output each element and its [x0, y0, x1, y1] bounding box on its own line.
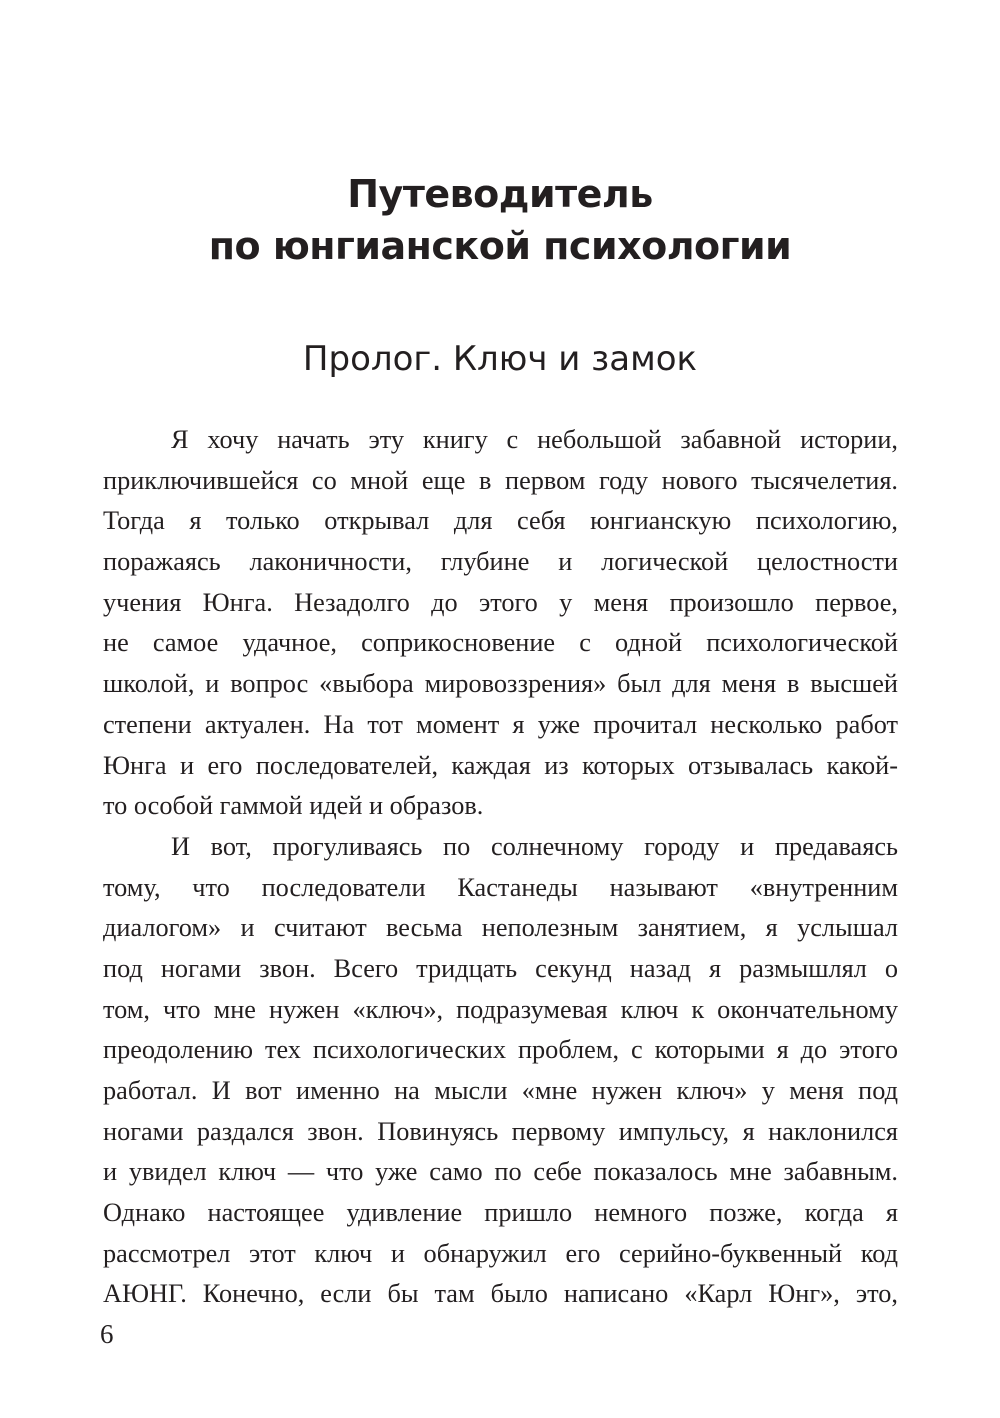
- body-text: [103, 420, 898, 1315]
- text-line: не самое удачное, соприкосновение с одной психологической: [103, 628, 898, 658]
- text-line: то особой гаммой идей и образов.: [103, 791, 484, 821]
- text-line: работал. И вот именно на мысли «мне нужен ключ» у меня под: [103, 1076, 898, 1105]
- text-line: Тогда я только открывал для себя юнгианскую психологию,: [103, 506, 898, 536]
- text-line: диалогом» и считают весьма неполезным занятием, я услышал: [103, 913, 898, 943]
- text-line: приключившейся со мной еще в первом году нового тысячелетия.: [103, 465, 898, 495]
- chapter-title: Пролог. Ключ и замок: [302, 339, 698, 379]
- text-line: АЮНГ. Конечно, если бы там было написано «Карл Юнг», это,: [103, 1279, 898, 1309]
- text-line: под ногами звон. Всего тридцать секунд назад я размышлял о: [103, 953, 898, 983]
- text-line: Однако настоящее удивление пришло немного позже, когда я: [103, 1198, 898, 1228]
- page-number: 6: [100, 1319, 114, 1349]
- text-line: И вот, прогуливаясь по солнечному городу и предаваясь: [171, 831, 898, 861]
- text-line: школой, и вопрос «выбора мировоззрения» был для меня в высшей: [103, 669, 898, 699]
- text-line: Юнга и его последователей, каждая из которых отзывалась какой-: [103, 750, 898, 780]
- text-line: степени актуален. На тот момент я уже прочитал несколько работ: [103, 709, 898, 739]
- text-line: поражаясь лаконичности, глубине и логической целостности: [103, 547, 898, 577]
- text-line: преодолению тех психологических проблем, с которыми я до этого: [103, 1035, 898, 1065]
- text-line: ногами раздался звон. Повинуясь первому импульсу, я наклонился: [103, 1116, 898, 1146]
- text-line: тому, что последователи Кастанеды называют «внутренним: [103, 872, 898, 902]
- book-title-line-2: по юнгианской психологии: [208, 224, 792, 268]
- book-title-line-1: Путеводитель: [347, 172, 653, 216]
- book-title: [0, 168, 1000, 272]
- text-line: рассмотрел этот ключ и обнаружил его серийно-буквенный код: [103, 1238, 898, 1268]
- text-line: том, что мне нужен «ключ», подразумевая ключ к окончательному: [103, 994, 898, 1024]
- text-line: учения Юнга. Незадолго до этого у меня произошло первое,: [103, 587, 898, 617]
- text-line: Я хочу начать эту книгу с небольшой забавной истории,: [171, 425, 898, 454]
- text-line: и увидел ключ — что уже само по себе показалось мне забавным.: [103, 1157, 898, 1187]
